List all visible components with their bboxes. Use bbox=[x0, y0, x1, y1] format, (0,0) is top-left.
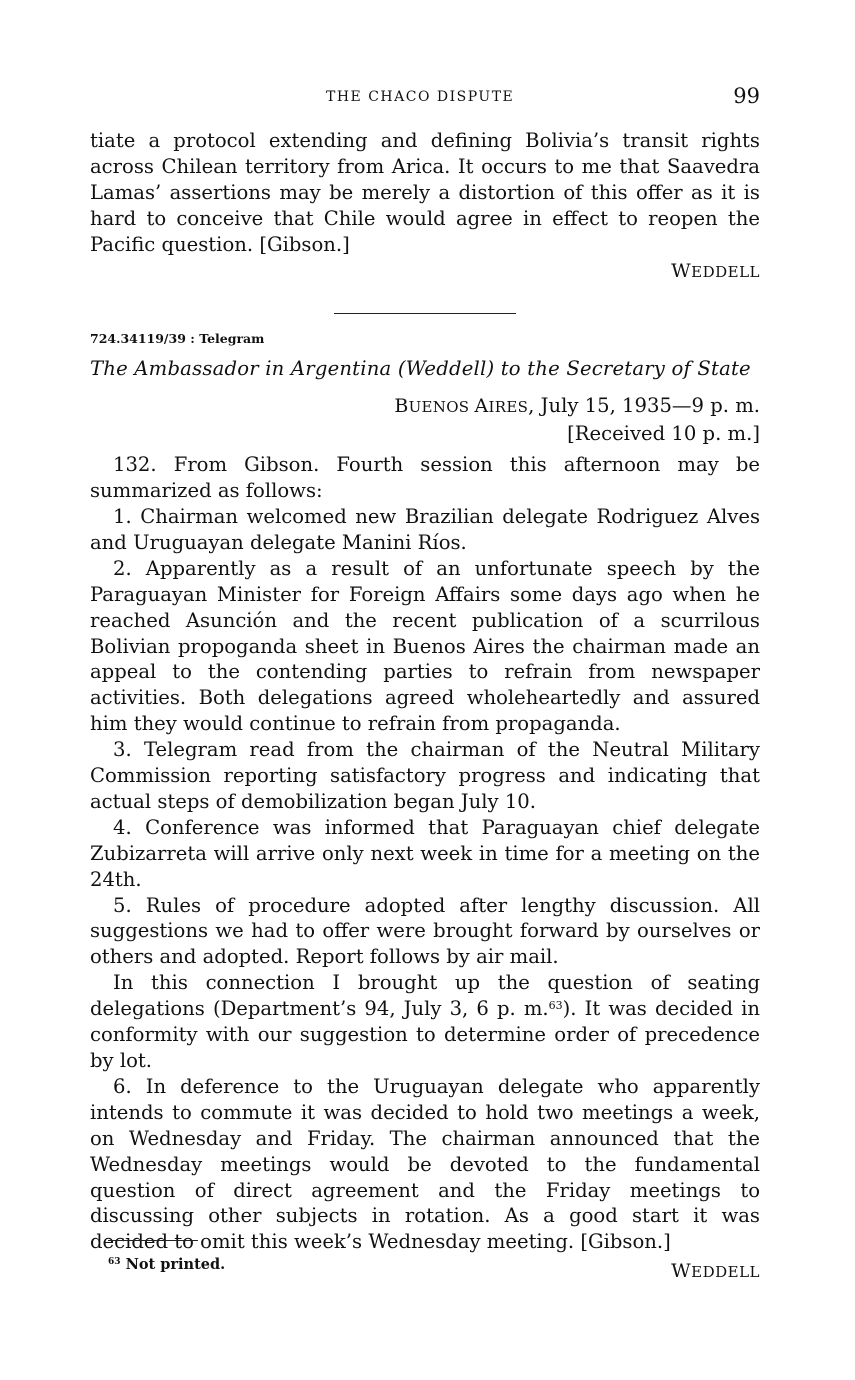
page-number: 99 bbox=[733, 84, 760, 108]
page-body bbox=[90, 128, 760, 1286]
footnote: $^{63}$ Not printed. bbox=[108, 1256, 226, 1273]
item-6: 6. In deference to the Uruguayan delegate who apparently intends to commute it was decided to hold two meetings a week, on Wednesday and Friday. The chairman announced that the Wednesday meetings would be devoted to the fundamental question of direct agreement and the Friday meetings to discussing other subjects in rotation. As a good start it was decided to omit this week’s Wednesday meeting. [Gibson.] bbox=[90, 1074, 760, 1254]
item-2: 2. Apparently as a result of an unfortunate speech by the Paraguayan Minister for Foreign Affairs some days ago when he reached Asunción and the recent publication of a scurrilous Bolivian propoganda sheet in Buenos Aires the chairman made an appeal to the contending parties to refrain from newspaper activities. Both delegations agreed wholeheartedly and assured him they would continue to refrain from propaganda. bbox=[90, 556, 760, 736]
received-line: [Received 10 p. m.] bbox=[567, 422, 760, 446]
footnote-rule bbox=[108, 1240, 198, 1241]
document-address: The Ambassador in Argentina (Weddell) to the Secretary of State bbox=[90, 357, 751, 381]
running-header bbox=[90, 86, 762, 112]
running-title: THE CHACO DISPUTE bbox=[326, 89, 515, 105]
section-divider bbox=[334, 313, 516, 314]
dateline: BUENOS AIRES, July 15, 1935—9 p. m. bbox=[394, 394, 760, 418]
item-1: 1. Chairman welcomed new Brazilian delegate Rodriguez Alves and Uruguayan delegate Manini Ríos. bbox=[90, 504, 760, 554]
carryover-signature: WEDDELL bbox=[671, 259, 760, 282]
item-4: 4. Conference was informed that Paraguayan chief delegate Zubizarreta will arrive only next week in time for a meeting on the 24th. bbox=[90, 815, 760, 891]
file-number: 724.34119/39 : Telegram bbox=[90, 331, 265, 347]
connection-paragraph: In this connection I brought up the question of seating delegations (Department’s 94, July 3, 6 p. m.$^{63}$). It was decided in conformity with our suggestion to determine order of precedence by lot. bbox=[90, 971, 760, 1072]
footnote-marker: 63 bbox=[108, 1257, 121, 1267]
footnote-reference: 63 bbox=[548, 999, 563, 1013]
document-signature: WEDDELL bbox=[671, 1260, 760, 1283]
item-3: 3. Telegram read from the chairman of the Neutral Military Commission reporting satisfactory progress and indicating that actual steps of demobilization began July 10. bbox=[90, 738, 760, 813]
intro-paragraph: 132. From Gibson. Fourth session this afternoon may be summarized as follows: bbox=[90, 453, 760, 503]
carryover-paragraph: tiate a protocol extending and defining Bolivia’s transit rights across Chilean territory from Arica. It occurs to me that Saavedra Lamas’ assertions may be merely a distortion of this offer as it is hard to conceive that Chile would agree in effect to reopen the Pacific question. [Gibson.] bbox=[90, 129, 760, 256]
item-5: 5. Rules of procedure adopted after lengthy discussion. All suggestions we had to offer were brought forward by ourselves or others and adopted. Report follows by air mail. bbox=[90, 893, 760, 969]
